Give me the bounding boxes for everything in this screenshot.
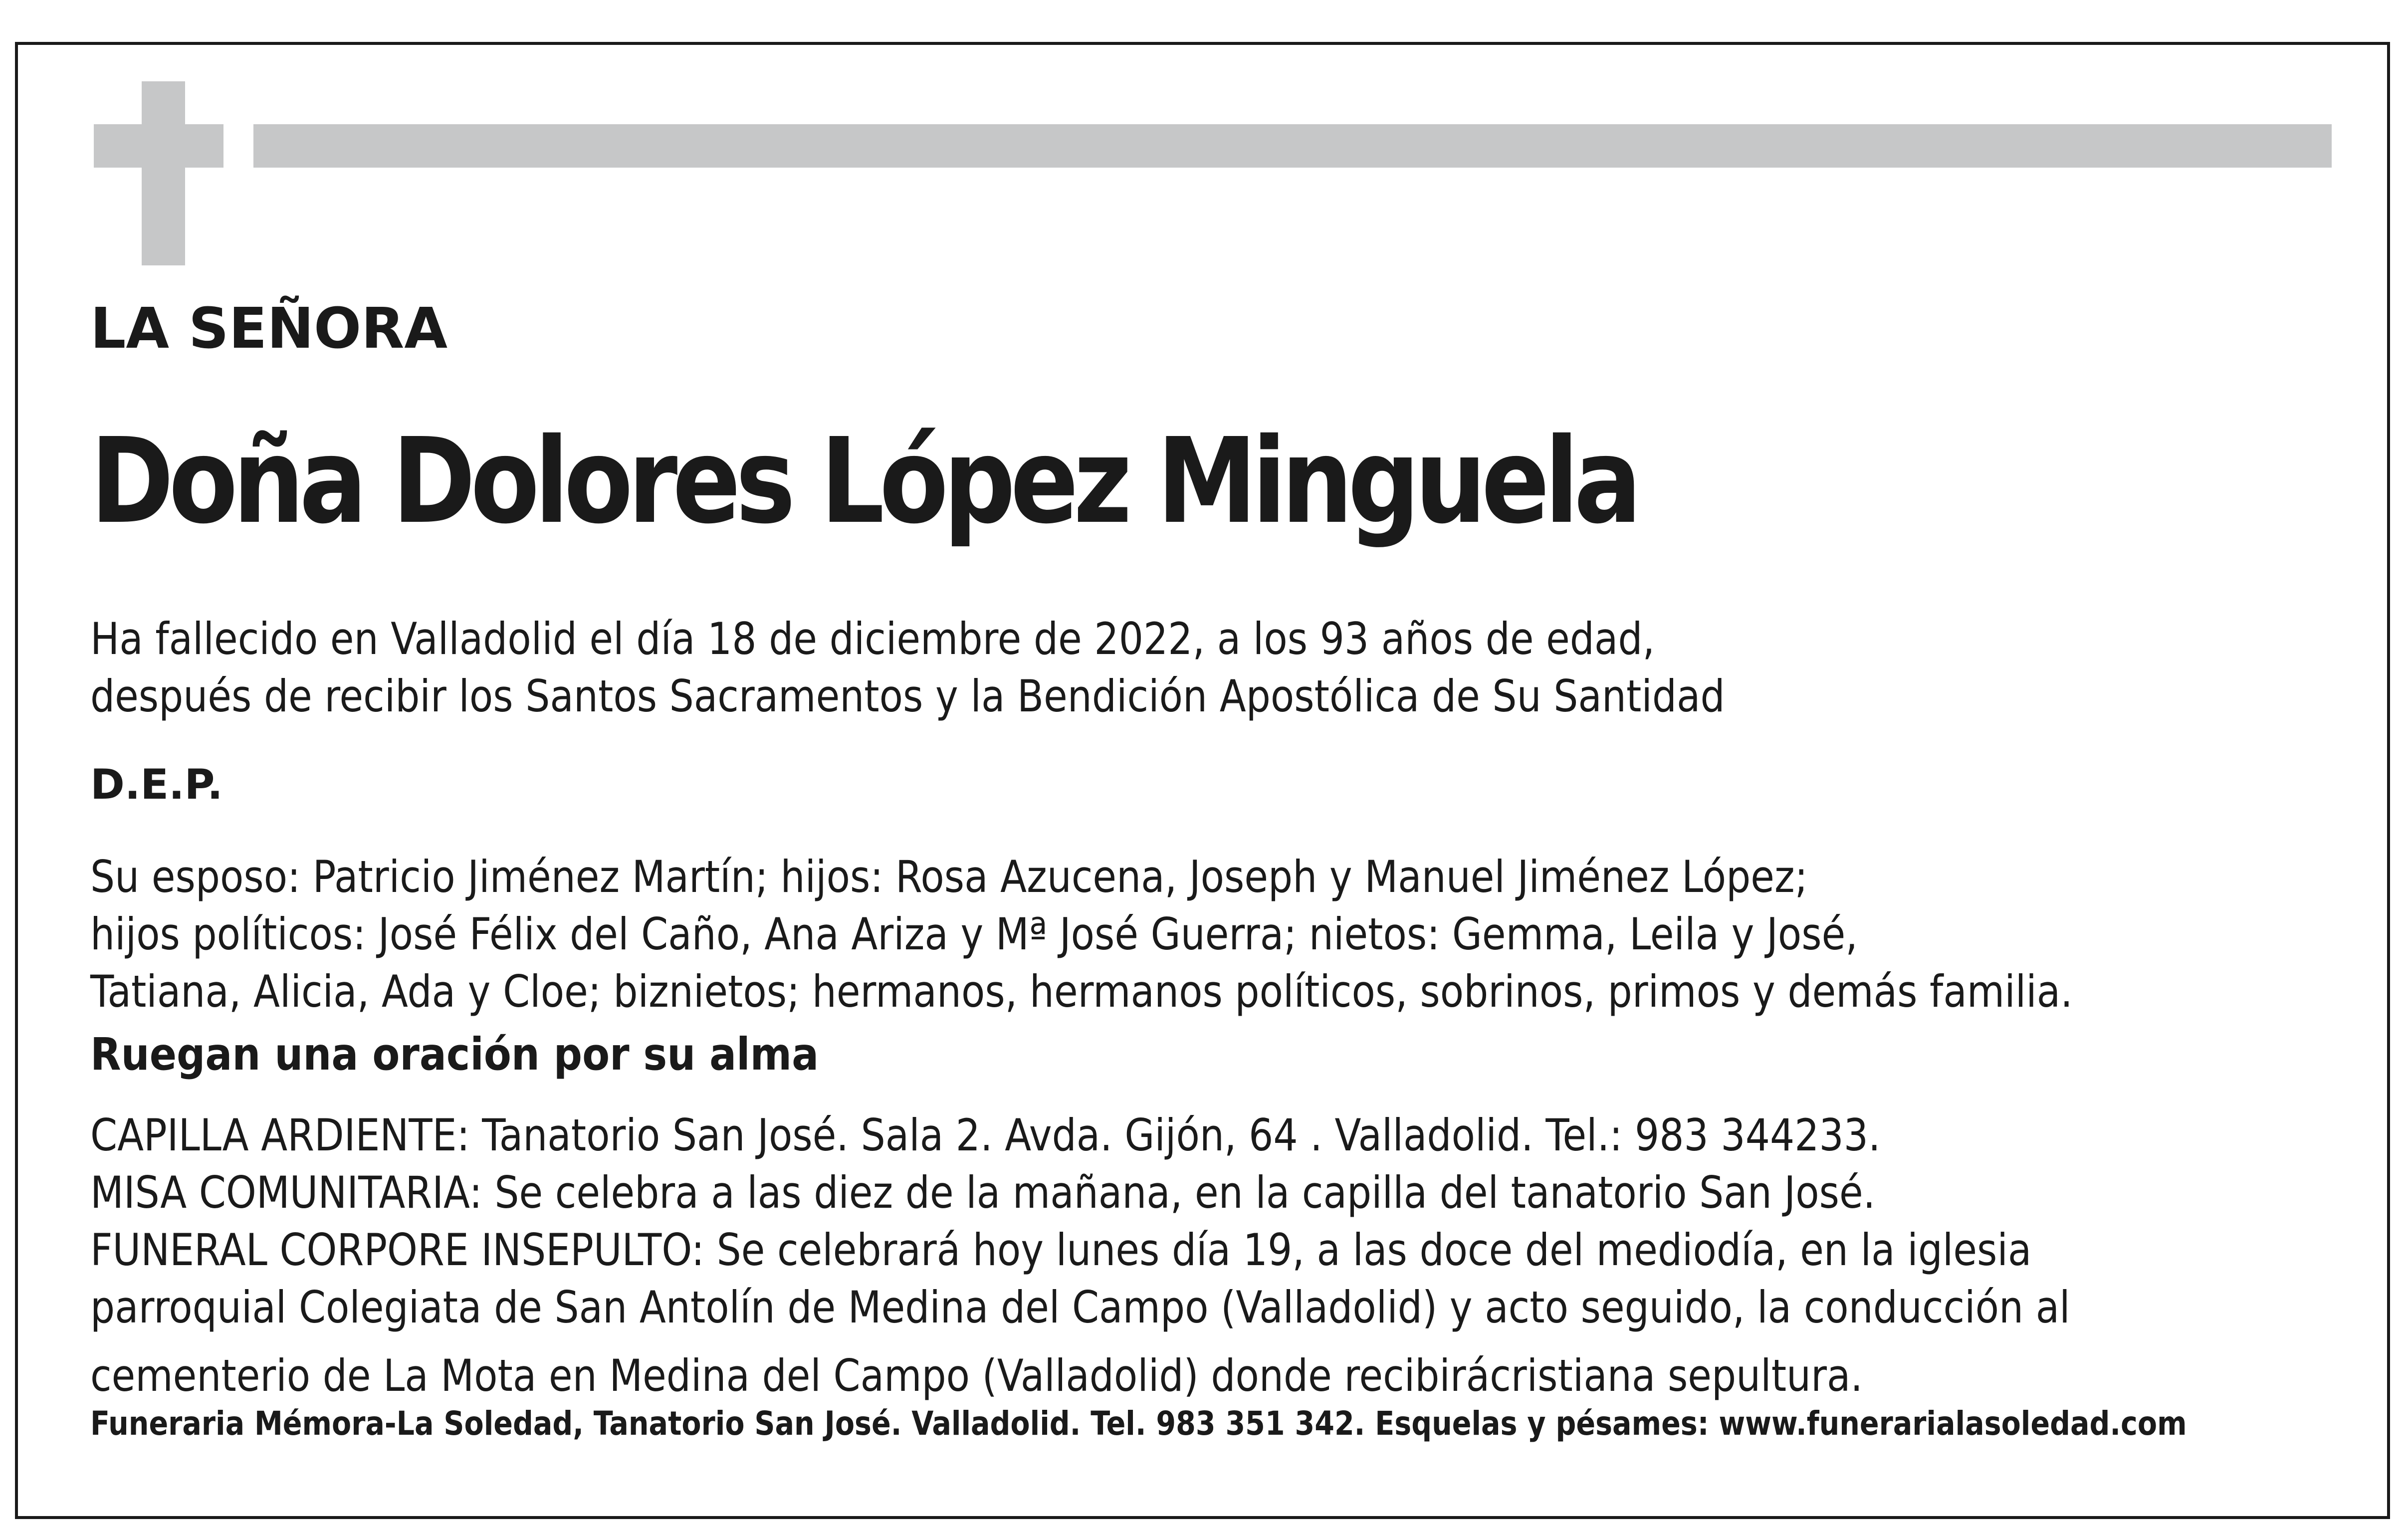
service-line: parroquial Colegiata de San Antolín de Medina del Campo (Valladolid) y acto seguido, la conducción al [90, 1282, 2070, 1333]
service-details [90, 1106, 2070, 1404]
death-announcement [90, 610, 1725, 725]
deceased-name: Doña Dolores López Minguela [90, 413, 1637, 550]
family-line: Tatiana, Alicia, Ada y Cloe; biznietos; hermanos, hermanos políticos, sobrinos, primos y demás familia. [90, 966, 2073, 1017]
intro-line: después de recibir los Santos Sacramentos y la Bendición Apostólica de Su Santidad [90, 670, 1725, 722]
family-list [90, 848, 2073, 1020]
funeral-home-footer: Funeraria Mémora-La Soledad, Tanatorio San José. Valladolid. Tel. 983 351 342. Esquelas y pésames: www.funerarialasoledad.com [90, 1404, 2187, 1443]
service-line: cementerio de La Mota en Medina del Campo (Valladolid) donde recibirácristiana sepultura. [90, 1350, 1863, 1401]
prayer-request: Ruegan una oración por su alma [90, 1028, 819, 1080]
service-line: FUNERAL CORPORE INSEPULTO: Se celebrará hoy lunes día 19, a las doce del mediodía, en la iglesia [90, 1224, 2032, 1276]
honorific: LA SEÑORA [90, 296, 448, 361]
cross-icon [142, 81, 185, 265]
family-line: hijos políticos: José Félix del Caño, Ana Ariza y Mª José Guerra; nietos: Gemma, Leila y José, [90, 908, 1858, 960]
intro-line: Ha fallecido en Valladolid el día 18 de diciembre de 2022, a los 93 años de edad, [90, 613, 1655, 664]
service-line: CAPILLA ARDIENTE: Tanatorio San José. Sala 2. Avda. Gijón, 64 . Valladolid. Tel.: 983 344233. [90, 1109, 1881, 1161]
service-line: MISA COMUNITARIA: Se celebra a las diez de la mañana, en la capilla del tanatorio San José. [90, 1167, 1876, 1218]
header-bar [253, 124, 2332, 168]
rip-abbreviation: D.E.P. [90, 760, 223, 809]
family-line: Su esposo: Patricio Jiménez Martín; hijos: Rosa Azucena, Joseph y Manuel Jiménez López; [90, 851, 1808, 902]
cross-icon-arm [94, 124, 223, 168]
